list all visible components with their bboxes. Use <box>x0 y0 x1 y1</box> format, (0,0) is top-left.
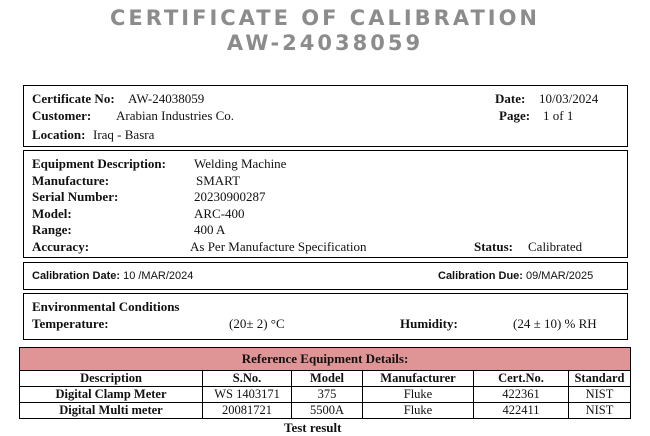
calibration-date <box>32 270 193 282</box>
table-cell: Fluke <box>363 403 474 419</box>
reference-equipment-caption: Reference Equipment Details: <box>20 348 631 371</box>
range-value: 400 A <box>194 222 226 237</box>
serial-number-label: Serial Number: <box>32 189 119 204</box>
manufacture-label: Manufacture: <box>32 173 110 188</box>
calibration-due-label: Calibration Due: <box>438 270 523 282</box>
model-label: Model: <box>32 206 72 221</box>
location-label: Location: <box>32 127 86 142</box>
certificate-info-box <box>23 85 628 147</box>
table-cell: 422361 <box>474 387 569 403</box>
status-label: Status: <box>474 239 514 254</box>
equipment-description-value: Welding Machine <box>194 156 287 171</box>
calibration-dates-box <box>23 262 628 290</box>
calibration-date-label: Calibration Date: <box>32 270 121 282</box>
certificate-number-title: AW-24038059 <box>226 31 424 55</box>
humidity-label: Humidity: <box>400 316 458 331</box>
calibration-date-value: 10 /MAR/2024 <box>123 270 194 282</box>
environment-heading: Environmental Conditions <box>32 299 180 314</box>
column-header: S.No. <box>203 371 292 387</box>
calibration-due-value: 09/MAR/2025 <box>526 270 594 282</box>
table-row <box>20 387 631 403</box>
table-cell: Fluke <box>363 387 474 403</box>
table-cell: Digital Multi meter <box>20 403 203 419</box>
table-row <box>20 403 631 419</box>
humidity-value: (24 ± 10) % RH <box>513 316 597 331</box>
cert-no-label: Certificate No: <box>32 91 115 106</box>
column-header: Description <box>20 371 203 387</box>
environment-box <box>23 293 628 340</box>
certificate-title: CERTIFICATE OF CALIBRATION <box>109 6 541 30</box>
column-header: Manufacturer <box>363 371 474 387</box>
date-value: 10/03/2024 <box>539 91 599 106</box>
table-cell: 20081721 <box>203 403 292 419</box>
table-cell: WS 1403171 <box>203 387 292 403</box>
column-header: Cert.No. <box>474 371 569 387</box>
serial-number-value: 20230900287 <box>194 189 266 204</box>
table-header-row <box>20 371 631 387</box>
status-value: Calibrated <box>528 239 583 254</box>
accuracy-value: As Per Manufacture Specification <box>190 239 367 254</box>
table-cell: Digital Clamp Meter <box>20 387 203 403</box>
calibration-due <box>438 270 593 282</box>
column-header: Model <box>292 371 363 387</box>
manufacture-value: SMART <box>196 173 241 188</box>
equipment-description-label: Equipment Description: <box>32 156 166 171</box>
temperature-value: (20± 2) °C <box>229 316 285 331</box>
date-label: Date: <box>495 91 526 106</box>
customer-label: Customer: <box>32 108 92 123</box>
accuracy-label: Accuracy: <box>32 239 90 254</box>
test-result-heading: Test result <box>284 420 342 435</box>
page-label: Page: <box>499 108 531 123</box>
reference-equipment-table <box>19 347 631 419</box>
table-cell: NIST <box>569 403 631 419</box>
customer-value: Arabian Industries Co. <box>116 108 235 123</box>
table-cell: 375 <box>292 387 363 403</box>
column-header: Standard <box>569 371 631 387</box>
range-label: Range: <box>32 222 72 237</box>
equipment-box <box>23 150 628 258</box>
table-cell: NIST <box>569 387 631 403</box>
page-value: 1 of 1 <box>543 108 574 123</box>
temperature-label: Temperature: <box>32 316 109 331</box>
location-value: Iraq - Basra <box>93 127 155 142</box>
table-cell: 422411 <box>474 403 569 419</box>
model-value: ARC-400 <box>194 206 245 221</box>
table-cell: 5500A <box>292 403 363 419</box>
cert-no-value: AW-24038059 <box>128 91 205 106</box>
